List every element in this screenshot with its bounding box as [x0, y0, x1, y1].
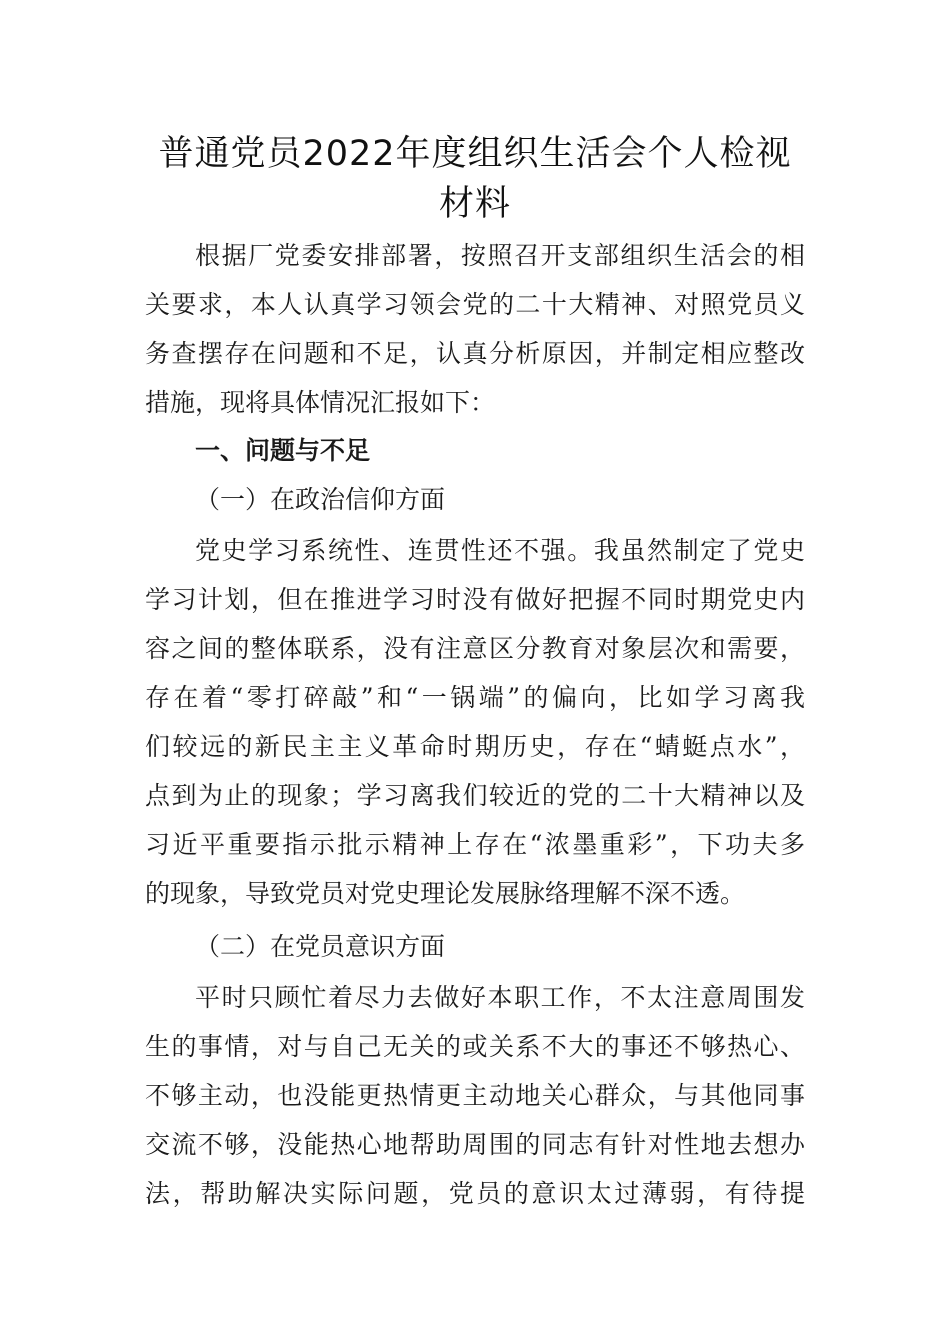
intro-line: 务查摆存在问题和不足，认真分析原因，并制定相应整改	[145, 339, 805, 368]
body-line: 点到为止的现象；学习离我们较近的党的二十大精神以及	[145, 781, 805, 810]
body-line: 容之间的整体联系，没有注意区分教育对象层次和需要，	[145, 634, 805, 663]
subsection-heading-political-belief: （一）在政治信仰方面	[195, 485, 446, 514]
intro-line: 根据厂党委安排部署，按照召开支部组织生活会的相	[195, 241, 805, 270]
body-line: 学习计划，但在推进学习时没有做好把握不同时期党史内	[145, 585, 805, 614]
body-line: 存在着“零打碎敲”和“一锅端”的偏向，比如学习离我	[145, 683, 805, 712]
intro-line: 措施，现将具体情况汇报如下：	[145, 388, 496, 417]
document-title-line-2: 材料	[438, 184, 511, 224]
body-line: 党史学习系统性、连贯性还不强。我虽然制定了党史	[195, 536, 805, 565]
body-line: 生的事情，对与自己无关的或关系不大的事还不够热心、	[145, 1032, 805, 1061]
document-title-line-1: 普通党员2022年度组织生活会个人检视	[158, 134, 792, 174]
intro-line: 关要求，本人认真学习领会党的二十大精神、对照党员义	[145, 290, 805, 319]
body-line: 平时只顾忙着尽力去做好本职工作，不太注意周围发	[195, 983, 805, 1012]
body-line: 法，帮助解决实际问题，党员的意识太过薄弱，有待提	[145, 1179, 805, 1208]
body-line: 的现象，导致党员对党史理论发展脉络理解不深不透。	[145, 879, 746, 908]
body-line: 们较远的新民主主义革命时期历史，存在“蜻蜓点水”，	[145, 732, 805, 761]
subsection-heading-party-awareness: （二）在党员意识方面	[195, 932, 446, 961]
body-line: 交流不够，没能热心地帮助周围的同志有针对性地去想办	[145, 1130, 805, 1159]
section-heading-problems: 一、问题与不足	[195, 436, 371, 465]
body-line: 不够主动，也没能更热情更主动地关心群众，与其他同事	[145, 1081, 805, 1110]
body-line: 习近平重要指示批示精神上存在“浓墨重彩”，下功夫多	[145, 830, 805, 859]
